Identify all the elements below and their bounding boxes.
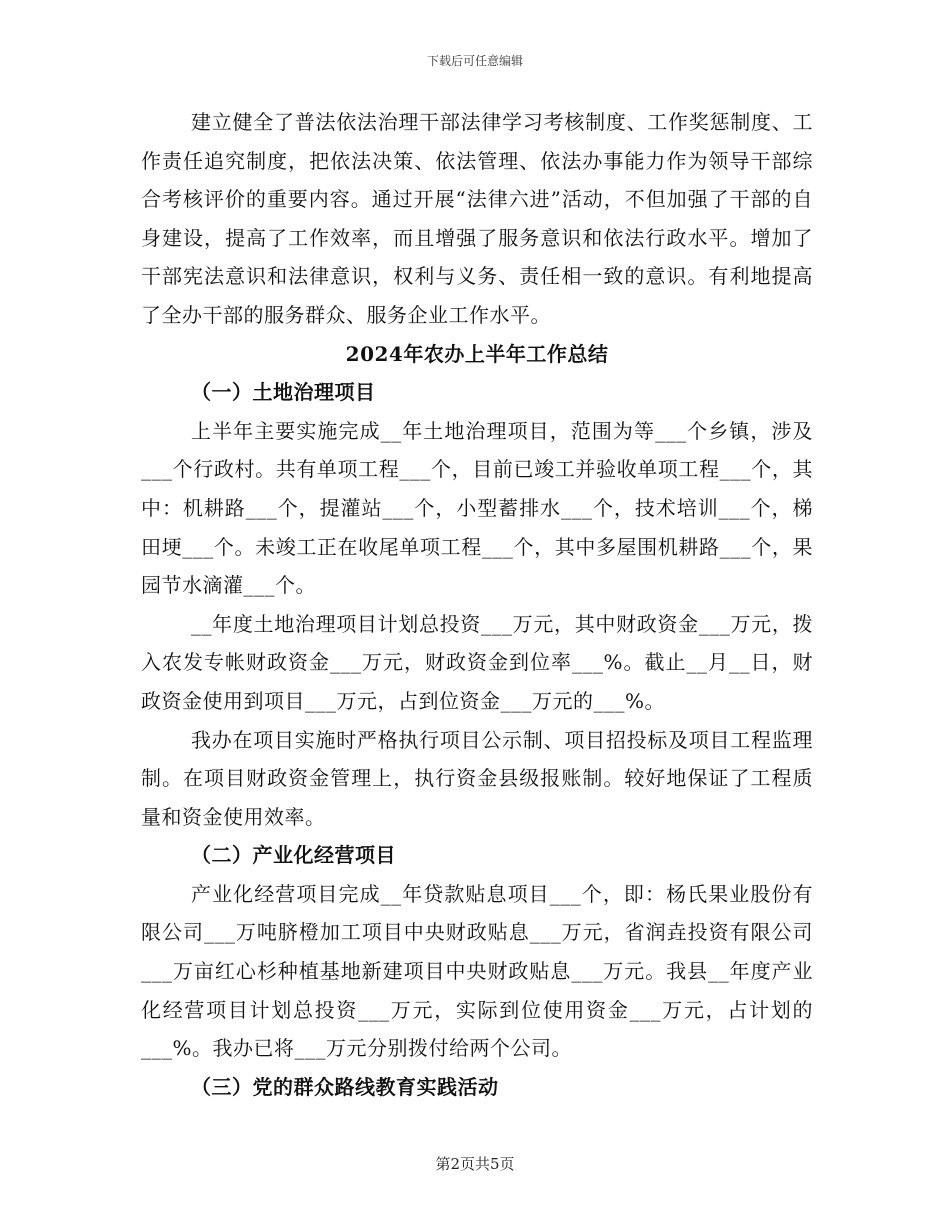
document-body (141, 103, 813, 1106)
section-title-mass-line: （三）党的群众路线教育实践活动 (191, 1074, 499, 1099)
land-governance-paragraph-1: 上半年主要实施完成__年土地治理项目，范围为等___个乡镇，涉及___个行政村。共有单项工程___个，目前已竣工并验收单项工程___个，其中：机耕路___个，提灌站___个，小型蓄排水___个，技术培训___个，梯田埂___个。未竣工正在收尾单项工程___个，其中多屋围机耕路___个，果园节水滴灌___个。 (141, 418, 813, 598)
land-governance-paragraph-2: __年度土地治理项目计划总投资___万元，其中财政资金___万元，拨入农发专帐财政资金___万元，财政资金到位率___%。截止__月__日，财政资金使用到项目___万元，占到位资金___万元的___%。 (141, 611, 813, 713)
page-footer-number: 第2页共5页 (435, 1155, 515, 1173)
page-header-note: 下载后可任意编辑 (426, 54, 523, 68)
industrialization-paragraph-1: 产业化经营项目完成__年贷款贴息项目___个，即：杨氏果业股份有限公司___万吨脐橙加工项目中央财政贴息___万元，省润垚投资有限公司___万亩红心杉种植基地新建项目中央财政贴息___万元。我县__年度产业化经营项目计划总投资___万元，实际到位使用资金___万元，占计划的___%。我办已将___万元分别拨付给两个公司。 (141, 881, 813, 1061)
document-title: 2024年农办上半年工作总结 (345, 341, 609, 366)
section-title-industrialization: （二）产业化经营项目 (191, 843, 396, 868)
land-governance-paragraph-3: 我办在项目实施时严格执行项目公示制、项目招投标及项目工程监理制。在项目财政资金管理上，执行资金县级报账制。较好地保证了工程质量和资金使用效率。 (141, 727, 813, 829)
intro-paragraph: 建立健全了普法依法治理干部法律学习考核制度、工作奖惩制度、工作责任追究制度，把依法决策、依法管理、依法办事能力作为领导干部综合考核评价的重要内容。通过开展“法律六进”活动，不但加强了干部的自身建设，提高了工作效率，而且增强了服务意识和依法行政水平。增加了干部宪法意识和法律意识，权利与义务、责任相一致的意识。有利地提高了全办干部的服务群众、服务企业工作水平。 (141, 110, 813, 327)
section-title-land-governance: （一）土地治理项目 (191, 380, 376, 405)
